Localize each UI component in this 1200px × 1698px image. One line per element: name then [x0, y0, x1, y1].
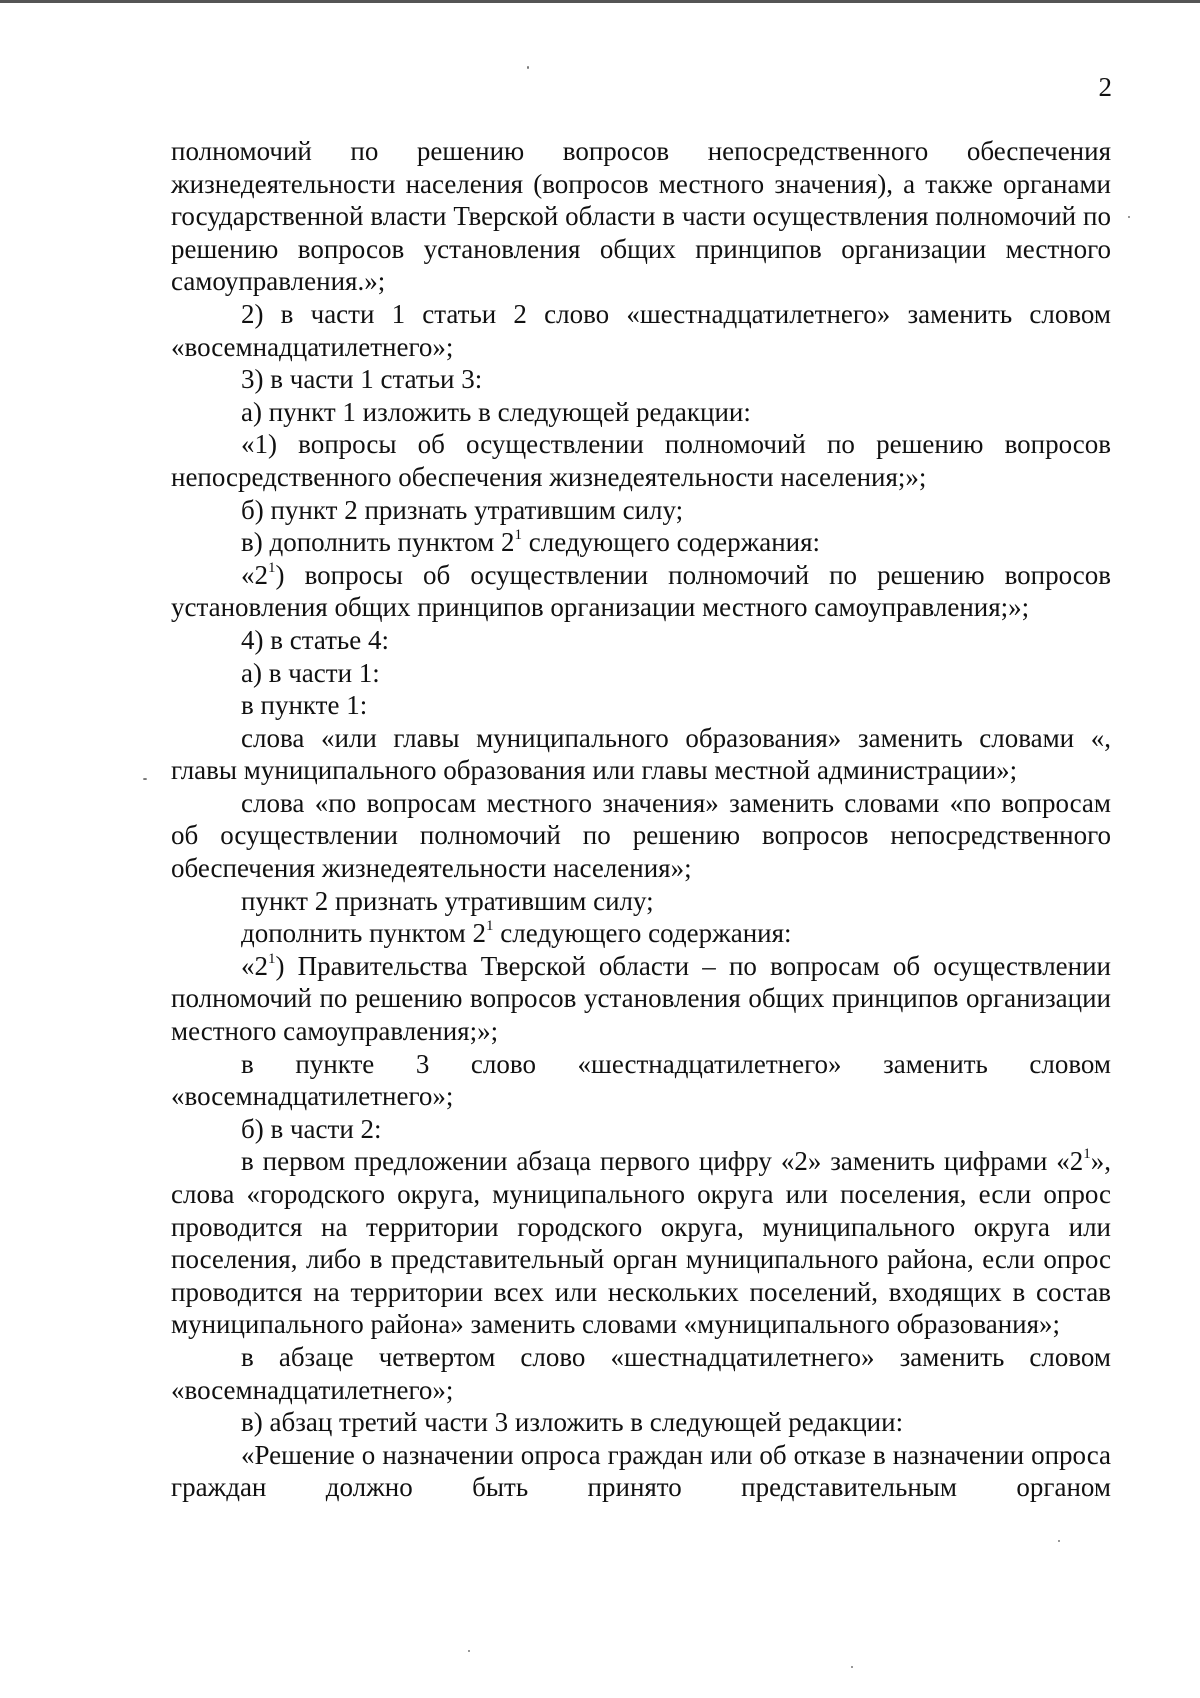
paragraph-19: [171, 1145, 1111, 1341]
scan-speck: [1058, 1540, 1060, 1542]
paragraph-15: [171, 917, 1111, 950]
paragraph-8-text-a: «2: [241, 559, 268, 590]
scan-speck: [851, 1666, 853, 1668]
paragraph-19-text-a: в первом предложении абзаца первого цифру «2» заменить цифрами «2: [241, 1146, 1084, 1177]
paragraph-16-text-b: ) Правительства Тверской области – по вопросам об осуществлении полномочий по решению вопросов установления общих принципов организации местного самоуправления;»;: [171, 950, 1111, 1047]
paragraph-7: [171, 526, 1111, 559]
superscript: 1: [514, 527, 522, 544]
paragraph-8: [171, 559, 1111, 624]
paragraph-21: в) абзац третий части 3 изложить в следующей редакции:: [241, 1407, 904, 1438]
paragraph-22: «Решение о назначении опроса граждан или об отказе в назначении опроса граждан должно быть принято представительным органом: [171, 1439, 1111, 1503]
page-top-edge: [0, 0, 1200, 3]
paragraph-3: 3) в части 1 статьи 3:: [241, 364, 483, 395]
paragraph-2: 2) в части 1 статьи 2 слово «шестнадцатилетнего» заменить словом «восемнадцатилетнего»;: [171, 298, 1111, 362]
page-number: 2: [1098, 72, 1112, 102]
superscript: 1: [486, 918, 494, 935]
paragraph-17: в пункте 3 слово «шестнадцатилетнего» заменить словом «восемнадцатилетнего»;: [171, 1048, 1111, 1112]
paragraph-15-text-a: дополнить пунктом 2: [241, 918, 486, 949]
paragraph-15-text-b: следующего содержания:: [493, 918, 792, 949]
scan-speck: [143, 778, 147, 780]
superscript: 1: [1083, 1146, 1091, 1163]
paragraph-11: в пункте 1:: [241, 690, 368, 721]
paragraph-20: в абзаце четвертом слово «шестнадцатилетнего» заменить словом «восемнадцатилетнего»;: [171, 1341, 1111, 1405]
paragraph-8-text-b: ) вопросы об осуществлении полномочий по решению вопросов установления общих принципов организации местного самоуправления;»;: [171, 559, 1111, 623]
paragraph-7-text-a: в) дополнить пунктом 2: [241, 527, 515, 558]
paragraph-12: слова «или главы муниципального образования» заменить словами «, главы муниципального образования или главы местной администрации»;: [171, 722, 1111, 786]
paragraph-1: полномочий по решению вопросов непосредственного обеспечения жизнедеятельности населения (вопросов местного значения), а также органами государственной власти Тверской области в части осуществления полномочий по решению вопросов установления общих принципов организации местного самоуправления.»;: [171, 136, 1111, 297]
scan-speck: [527, 66, 529, 69]
paragraph-13: слова «по вопросам местного значения» заменить словами «по вопросам об осуществлении полномочий по решению вопросов непосредственного обеспечения жизнедеятельности населения»;: [171, 787, 1111, 884]
paragraph-4: а) пункт 1 изложить в следующей редакции:: [241, 396, 751, 427]
paragraph-10: а) в части 1:: [241, 657, 380, 688]
paragraph-7-text-b: следующего содержания:: [521, 527, 821, 558]
paragraph-16: [171, 950, 1111, 1048]
superscript: 1: [268, 950, 276, 967]
superscript: 1: [268, 559, 276, 576]
paragraph-6: б) пункт 2 признать утратившим силу;: [241, 494, 684, 525]
paragraph-14: пункт 2 признать утратившим силу;: [241, 885, 654, 916]
paragraph-19-text-b: », слова «городского округа, муниципального округа или поселения, если опрос проводится на территории городского округа, муниципального округа или поселения, либо в представительный орган муниципального района, если опрос проводится на территории всех или нескольких поселений, входящих в состав муниципального района» заменить словами «муниципального образования»;: [171, 1146, 1111, 1340]
paragraph-16-text-a: «2: [241, 950, 268, 981]
scan-speck: [1128, 216, 1130, 218]
paragraph-9: 4) в статье 4:: [241, 624, 389, 655]
document-body: [171, 135, 1111, 1504]
paragraph-18: б) в части 2:: [241, 1113, 382, 1144]
scan-speck: [468, 1650, 470, 1652]
paragraph-5: «1) вопросы об осуществлении полномочий по решению вопросов непосредственного обеспечения жизнедеятельности населения;»;: [171, 429, 1111, 492]
